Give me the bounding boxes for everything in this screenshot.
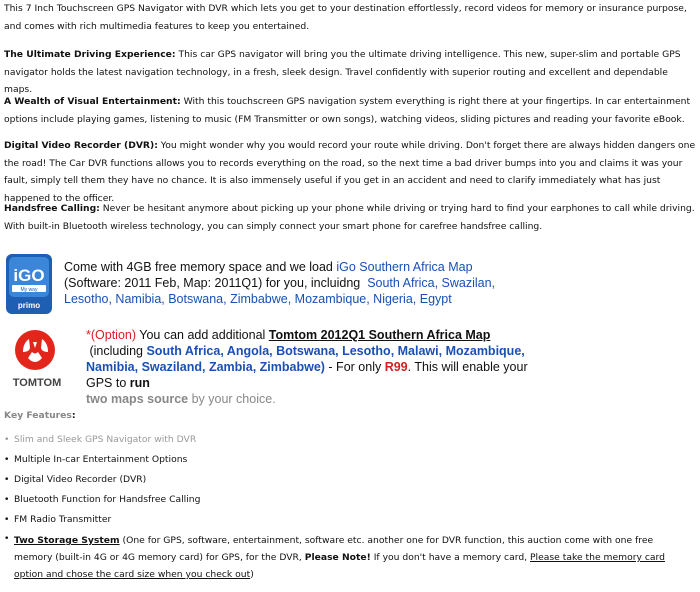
- storage-title: Two Storage System: [14, 535, 120, 546]
- section-title: Digital Video Recorder (DVR): [4, 140, 155, 151]
- section-colon: :: [154, 140, 158, 151]
- storage-text2: If you don't have a memory card,: [370, 552, 530, 563]
- igo-logo: [6, 254, 52, 314]
- key-features-colon: :: [71, 410, 76, 421]
- tomtom-star: *: [86, 328, 91, 342]
- list-item-storage: [4, 530, 694, 583]
- storage-text: (One for GPS, software, entertainment, software etc. another one for DVR function, this auction come with one free memory (built-in 4G or 4G memory card) for GPS, for the DVR,: [14, 535, 654, 563]
- intro-paragraph: This 7 Inch Touchscreen GPS Navigator with DVR which lets you get to your destination effortlessly, record videos for memory or insurance purpose, and comes with rich multimedia features to keep you entertained.: [4, 3, 687, 32]
- igo-logo-primo: primo: [17, 301, 41, 310]
- list-item: • FM Radio Transmitter: [4, 510, 694, 530]
- feature-list: [4, 430, 694, 583]
- tomtom-logo-text: TOMTOM: [12, 377, 62, 389]
- tomtom-text-e: by your choice.: [188, 392, 276, 406]
- tomtom-price: R99: [384, 360, 408, 374]
- tomtom-run: run: [129, 376, 150, 390]
- section-visual-entertainment: [4, 93, 696, 128]
- storage-end: ): [250, 569, 254, 580]
- section-title: A Wealth of Visual Entertainment: [4, 96, 177, 107]
- list-item: • Bluetooth Function for Handsfree Calling: [4, 490, 694, 510]
- list-item: • Multiple In-car Entertainment Options: [4, 450, 694, 470]
- section-colon: :: [176, 96, 181, 107]
- section-colon: :: [171, 49, 176, 60]
- tomtom-text-c: - For only: [324, 360, 385, 374]
- tomtom-countries: South Africa, Angola, Botswana, Lesotho, Malawi, Mozambique, Namibia, Swaziland, Zambia, Zimbabwe): [86, 344, 525, 374]
- section-text: This car GPS navigator will bring you the ultimate driving intelligence. This new, super-slim and portable GPS navigator holds the latest navigation technology, in a fresh, sleek design. Travel confidently with superior routing and excellent and dependable maps.: [4, 49, 681, 95]
- section-text: With this touchscreen GPS navigation system everything is right there at your fingertips. In car entertainment options include playing games, listening to music (FM Transmitter or own songs), watching videos, sliding pictures and reading your favorite eBook.: [4, 96, 691, 125]
- igo-text-c: (Software: 2011 Feb, Map: 2011Q1) for you, incluidng: [64, 276, 361, 290]
- tomtom-two-maps: two maps source: [86, 392, 189, 406]
- section-title: Handsfree Calling: [4, 203, 97, 214]
- tomtom-logo: [4, 328, 70, 390]
- igo-text-a: Come with 4GB free memory space and we load: [64, 260, 337, 274]
- tomtom-option: (Option): [90, 328, 137, 342]
- section-title: The Ultimate Driving Experience: [4, 49, 172, 60]
- storage-link[interactable]: Please take the memory card option and chose the card size when you check out: [14, 552, 665, 580]
- igo-logo-text: iGO: [13, 266, 45, 285]
- tomtom-text-b: (including: [89, 344, 147, 358]
- section-colon: :: [96, 203, 100, 214]
- key-features-heading: [4, 410, 76, 421]
- section-handsfree: [4, 200, 696, 235]
- tomtom-map-name: Tomtom 2012Q1 Southern Africa Map: [268, 328, 491, 342]
- tomtom-text-a: You can add additional: [136, 328, 269, 342]
- igo-logo-sub: My way: [20, 287, 38, 293]
- section-dvr: [4, 137, 696, 207]
- section-text: Never be hesitant anymore about picking up your phone while driving or trying hard to find your earphones to call while driving. With built-in Bluetooth wireless technology, you can simply connect your smart phone for carefree handsfree calling.: [4, 203, 695, 232]
- list-item: • Digital Video Recorder (DVR): [4, 470, 694, 490]
- igo-countries: South Africa, Swazilan, Lesotho, Namibia, Botswana, Zimbabwe, Mozambique, Nigeria, Egypt: [64, 276, 496, 306]
- section-text: You might wonder why you would record your route while driving. Don't forget there are always hidden dangers one the road! The Car DVR functions allows you to records everything on the road, so the next time a bad driver bumps into you and claims it was your fault, simply tell them they have no chance. It is also immensely useful if you get in an accident and need to clarify immediately what has just happened to the officer.: [4, 140, 696, 204]
- igo-map-name: iGo Southern Africa Map: [336, 260, 473, 274]
- tomtom-description: [86, 327, 556, 407]
- key-features-title: Key Features: [4, 410, 72, 421]
- section-ultimate-driving: [4, 46, 696, 99]
- igo-description: [64, 259, 524, 307]
- storage-note: Please Note!: [304, 552, 371, 563]
- tomtom-text-d: . This will enable your GPS to: [86, 360, 528, 390]
- list-item: • Slim and Sleek GPS Navigator with DVR: [4, 430, 694, 450]
